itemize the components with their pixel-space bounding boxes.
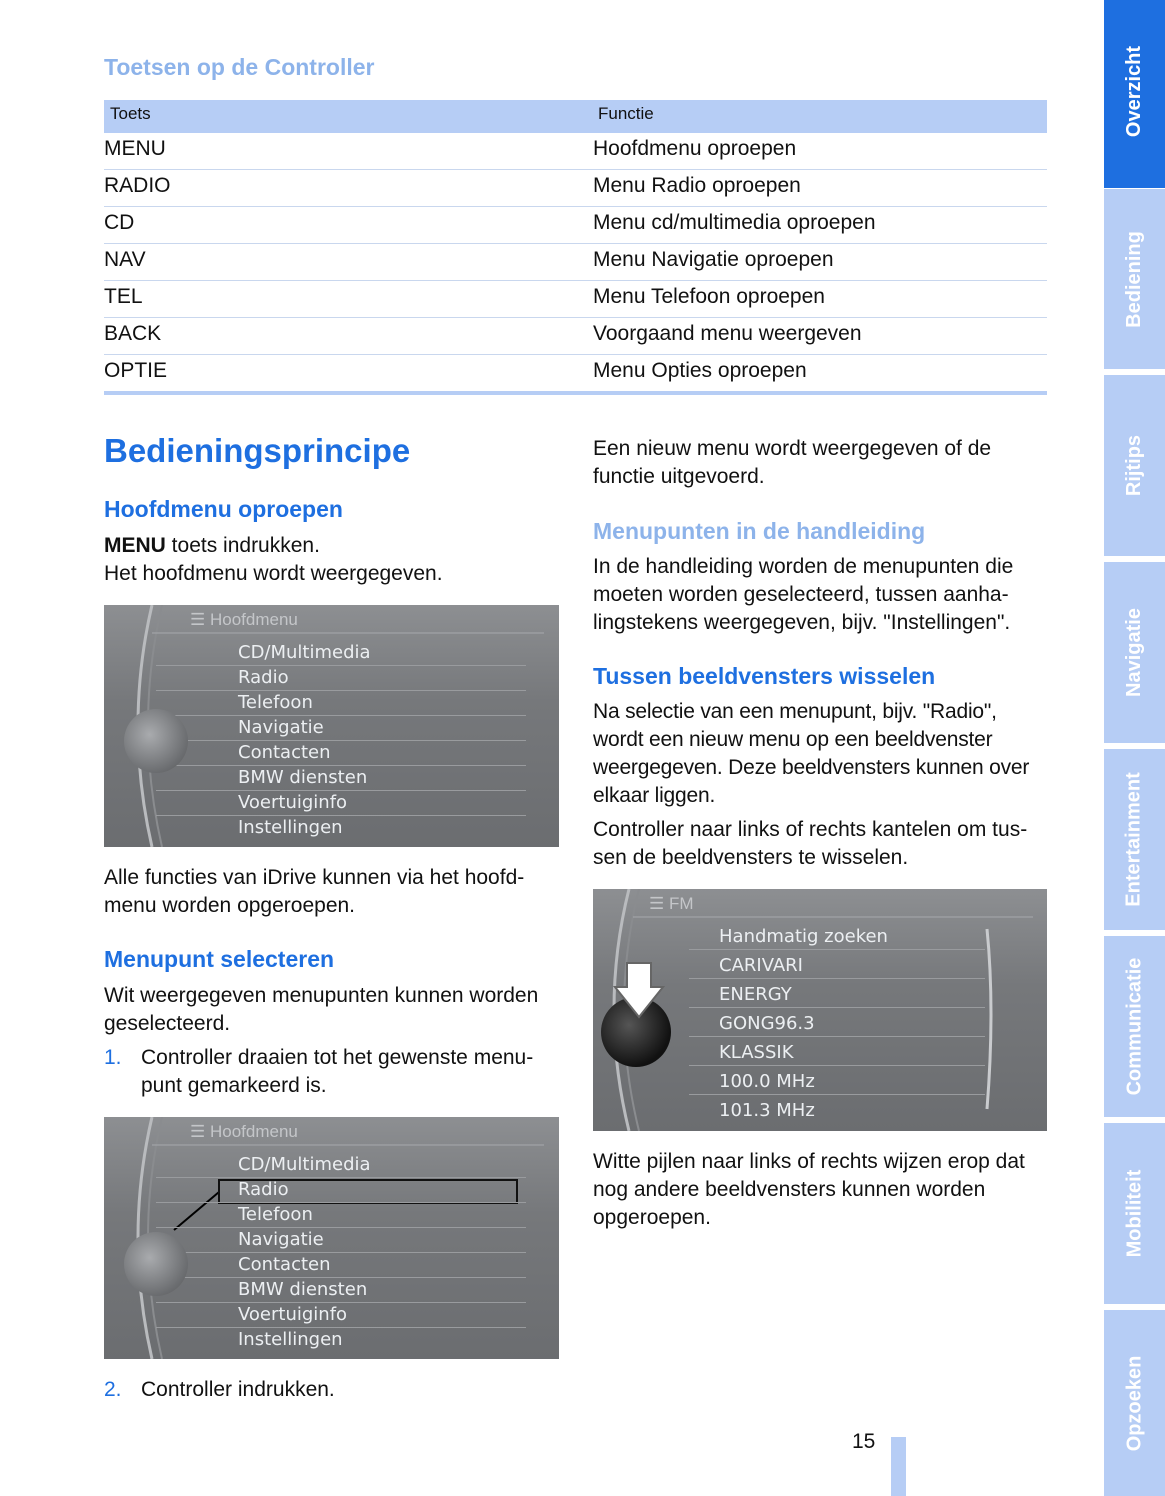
closing-paragraph: Witte pijlen naar links of rechts wijzen erop dat nog andere beeldvensters kunnen worden opgeroepen. [593, 1150, 1025, 1229]
page-marker-bar [891, 1437, 906, 1496]
selecteren-paragraph: Wit weergegeven menupunten kunnen worden geselecteerd. [104, 984, 539, 1035]
step-text: Controller indrukken. [141, 1378, 335, 1401]
hoofdmenu-paragraph: Alle functies van iDrive kunnen via het hoofd-menu worden opgeroepen. [104, 866, 525, 917]
table-row [104, 244, 1047, 281]
screen-title: ☰ Hoofdmenu [190, 1122, 298, 1141]
table-row [104, 133, 1047, 170]
menu-item: Radio [156, 666, 526, 691]
menu-item: Instellingen [238, 817, 343, 838]
step-number: 2. [104, 1378, 122, 1401]
controller-knob-icon [124, 1232, 188, 1296]
hoofdmenu-instructions [104, 532, 554, 588]
heading-menupunten-handleiding: Menupunten in de handleiding [593, 518, 926, 544]
tab-communicatie[interactable]: Communicatie [1104, 936, 1165, 1117]
menu-item: CD/Multimedia [156, 641, 526, 666]
function-cell: Voorgaand menu weergeven [593, 322, 862, 345]
menu-item: Telefoon [156, 691, 526, 716]
table-row [104, 355, 1047, 391]
menu-item: BMW diensten [156, 766, 526, 791]
keys-table [104, 100, 1047, 395]
screenshot-fm-radio [593, 889, 1047, 1131]
step-text: Controller draaien tot het gewenste menu-punt gemarkeerd is. [141, 1046, 534, 1097]
screen-title: ☰ Hoofdmenu [190, 610, 298, 629]
menu-item: Navigatie [156, 716, 526, 741]
menu-item: CARIVARI [689, 954, 985, 979]
menu-item: Telefoon [156, 1203, 526, 1228]
table-row [104, 207, 1047, 244]
controller-knob-icon [124, 709, 188, 773]
key-cell: MENU [104, 137, 166, 160]
tab-navigatie[interactable]: Navigatie [1104, 562, 1165, 743]
instruction-rest: toets indrukken. [165, 534, 320, 557]
key-cell: NAV [104, 248, 146, 271]
table-row [104, 318, 1047, 355]
function-cell: Menu cd/multimedia oproepen [593, 211, 876, 234]
menu-item: 101.3 MHz [719, 1100, 815, 1121]
heading-menupunt-selecteren: Menupunt selecteren [104, 946, 335, 972]
menu-item: Navigatie [156, 1228, 526, 1253]
intro-paragraph: Een nieuw menu wordt weergegeven of de functie uitgevoerd. [593, 437, 992, 488]
menu-item: Instellingen [238, 1329, 343, 1350]
instruction-result: Het hoofdmenu wordt weergegeven. [104, 562, 443, 585]
main-heading: Bedieningsprincipe [104, 432, 411, 469]
header-function: Functie [598, 104, 654, 123]
heading-beeldvensters-wisselen: Tussen beeldvensters wisselen [593, 663, 936, 689]
table-bottom-rule [104, 391, 1047, 395]
tab-bediening[interactable]: Bediening [1104, 189, 1165, 369]
menu-item: 100.0 MHz [689, 1070, 985, 1095]
header-key: Toets [110, 104, 151, 123]
handleiding-paragraph: In de handleiding worden de menupunten die moeten worden geselecteerd, tussen aanha-lingstekens weergegeven, bijv. "Instellingen". [593, 555, 1014, 634]
key-cell: OPTIE [104, 359, 168, 382]
menu-item: Handmatig zoeken [689, 925, 985, 950]
wisselen-paragraph-2: Controller naar links of rechts kantelen om tus-sen de beeldvensters te wisselen. [593, 818, 1028, 869]
function-cell: Menu Telefoon oproepen [593, 285, 825, 308]
tab-entertainment[interactable]: Entertainment [1104, 749, 1165, 930]
menu-item: CD/Multimedia [156, 1153, 526, 1178]
wisselen-paragraph-1: Na selectie van een menupunt, bijv. "Radio", wordt een nieuw menu op een beeldvenster weergegeven. Deze beeldvensters kunnen over elkaar liggen. [593, 700, 1030, 807]
menu-item: BMW diensten [156, 1278, 526, 1303]
keys-section-title: Toetsen op de Controller [104, 54, 375, 80]
key-cell: BACK [104, 322, 162, 345]
menu-item: Contacten [156, 1253, 526, 1278]
menu-item: Voertuiginfo [156, 791, 526, 816]
screenshot-hoofdmenu [104, 605, 559, 847]
menu-item: ENERGY [689, 983, 985, 1008]
tab-rijtips[interactable]: Rijtips [1104, 375, 1165, 556]
key-cell: CD [104, 211, 135, 234]
table-row [104, 170, 1047, 207]
screen-title: ☰ FM [649, 894, 694, 913]
arrow-down-icon [613, 961, 665, 1021]
page-number: 15 [852, 1430, 876, 1453]
function-cell: Menu Navigatie oproepen [593, 248, 834, 271]
screenshot-hoofdmenu-selected [104, 1117, 559, 1359]
key-cell: TEL [104, 285, 143, 308]
function-cell: Menu Opties oproepen [593, 359, 807, 382]
function-cell: Hoofdmenu oproepen [593, 137, 797, 160]
menu-item: GONG96.3 [689, 1012, 985, 1037]
table-row [104, 281, 1047, 318]
heading-hoofdmenu: Hoofdmenu oproepen [104, 496, 343, 522]
menu-key-label: MENU [104, 534, 166, 557]
menu-item: Contacten [156, 741, 526, 766]
function-cell: Menu Radio oproepen [593, 174, 801, 197]
table-header [104, 100, 1047, 133]
tab-opzoeken[interactable]: Opzoeken [1104, 1310, 1165, 1496]
key-cell: RADIO [104, 174, 171, 197]
tab-overzicht[interactable]: Overzicht [1104, 0, 1165, 183]
step-number: 1. [104, 1046, 122, 1069]
menu-item-highlighted: Radio [156, 1178, 526, 1203]
menu-item: Voertuiginfo [156, 1303, 526, 1328]
menu-item: KLASSIK [689, 1041, 985, 1066]
tab-mobiliteit[interactable]: Mobiliteit [1104, 1123, 1165, 1304]
